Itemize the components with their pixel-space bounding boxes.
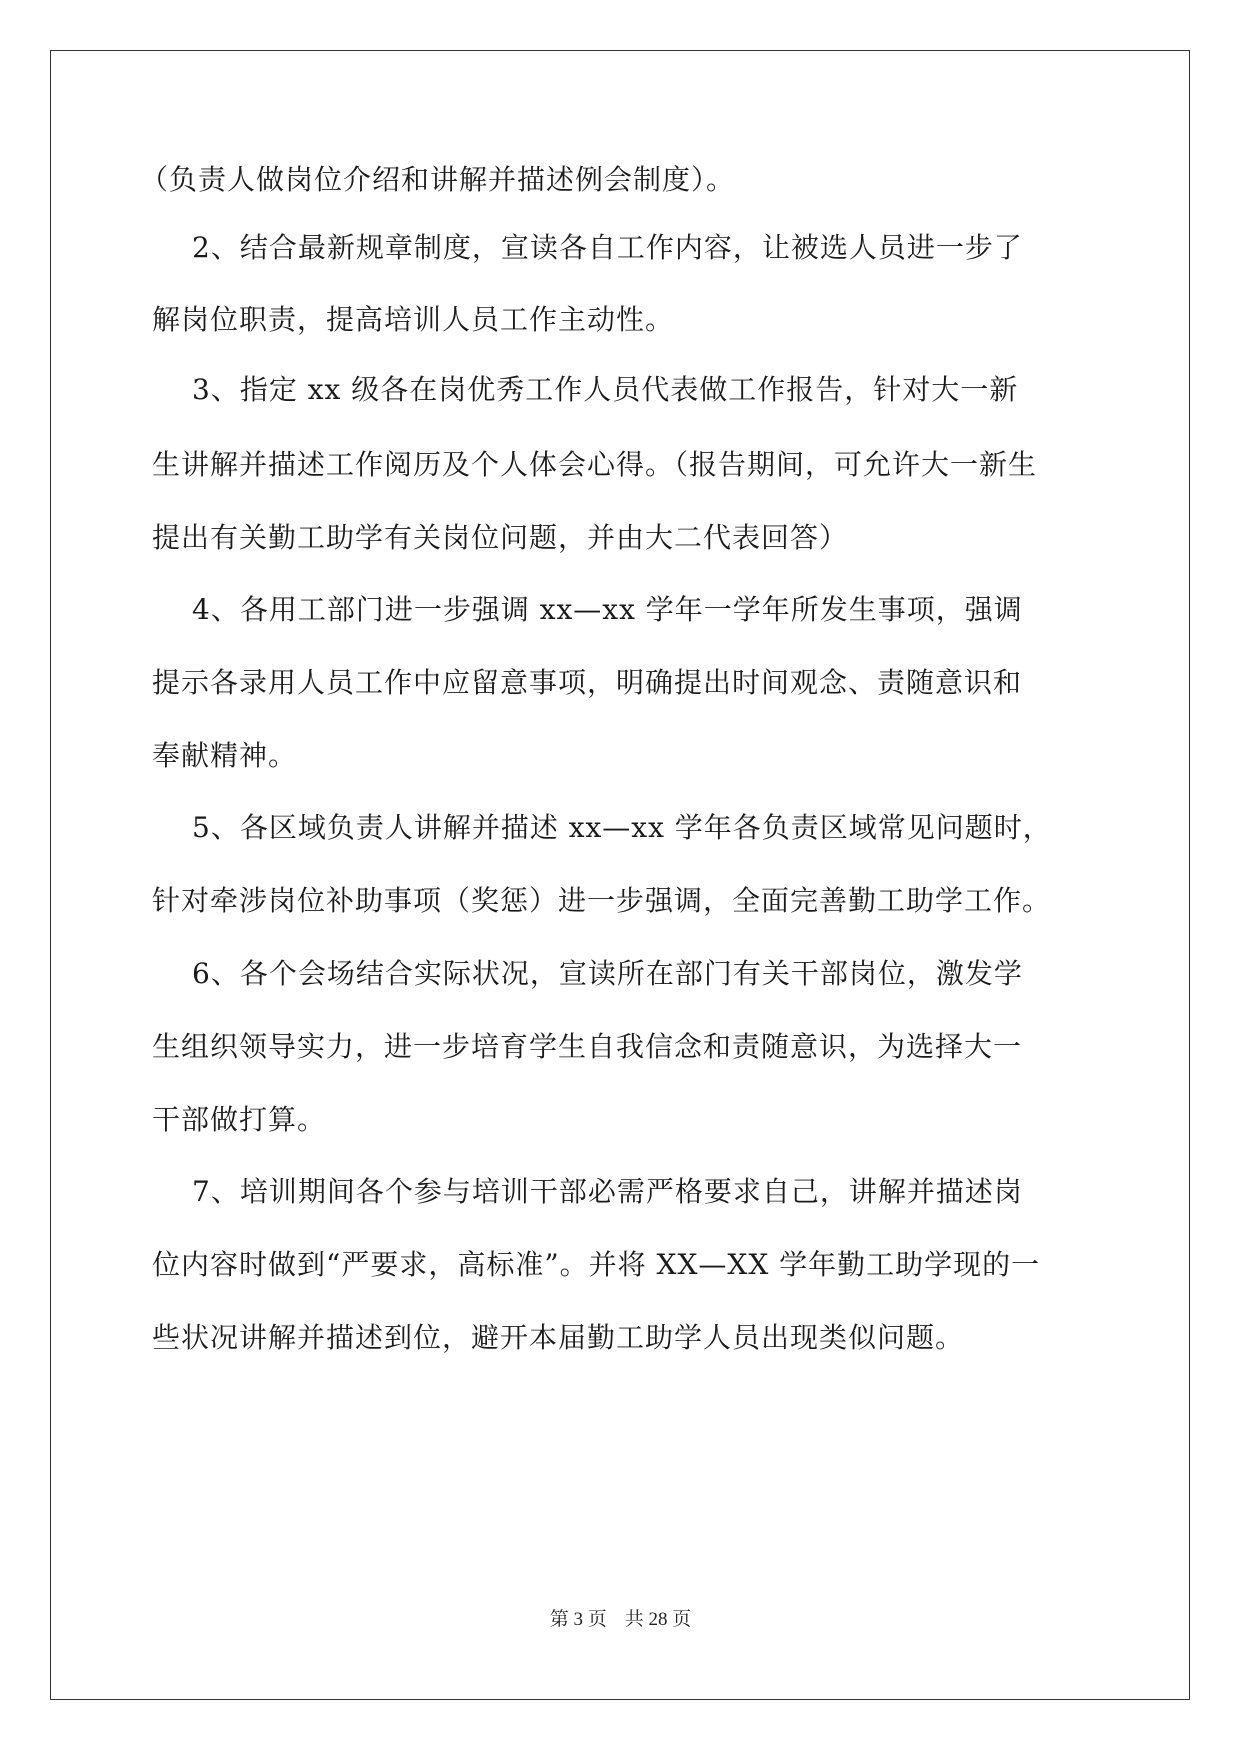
paragraph-6-line-3: 干部做打算。	[152, 1103, 327, 1136]
paragraph-4-line-1: 4、各用工部门进一步强调 xx—xx 学年一学年所发生事项，强调	[192, 593, 1023, 626]
paragraph-6-line-1: 6、各个会场结合实际状况，宣读所在部门有关干部岗位，激发学	[192, 957, 1023, 990]
page-total: 共 28 页	[624, 1609, 692, 1630]
paragraph-7-line-2: 位内容时做到“严要求，高标准”。并将 XX—XX 学年勤工助学现的一	[152, 1248, 1041, 1281]
paragraph-5-line-2: 针对牵涉岗位补助事项（奖惩）进一步强调，全面完善勤工助学工作。	[152, 884, 1052, 917]
page-footer	[0, 1604, 1241, 1631]
paragraph-6-line-2: 生组织领导实力，进一步培育学生自我信念和责随意识，为选择大一	[152, 1030, 1023, 1063]
paragraph-2-line-2: 解岗位职责，提高培训人员工作主动性。	[152, 303, 675, 336]
paragraph-4-line-2: 提示各录用人员工作中应留意事项，明确提出时间观念、责随意识和	[152, 666, 1023, 699]
paragraph-5-line-1: 5、各区域负责人讲解并描述 xx—xx 学年各负责区域常见问题时，	[192, 811, 1052, 844]
paragraph-4-line-3: 奉献精神。	[152, 739, 298, 772]
paragraph-3-line-2: 生讲解并描述工作阅历及个人体会心得。（报告期间，可允许大一新生	[152, 448, 1038, 481]
page-border	[50, 50, 1190, 1700]
page-number: 第 3 页	[549, 1609, 607, 1630]
paragraph-7-line-3: 些状况讲解并描述到位，避开本届勤工助学人员出现类似问题。	[152, 1321, 965, 1354]
paragraph-3-line-3: 提出有关勤工助学有关岗位问题，并由大二代表回答）	[152, 521, 849, 554]
paragraph-2-line-1: 2、结合最新规章制度，宣读各自工作内容，让被选人员进一步了	[192, 231, 1023, 264]
text-line: （负责人做岗位介绍和讲解并描述例会制度）。	[140, 163, 736, 196]
paragraph-7-line-1: 7、培训期间各个参与培训干部必需严格要求自己，讲解并描述岗	[192, 1175, 1023, 1208]
paragraph-3-line-1: 3、指定 xx 级各在岗优秀工作人员代表做工作报告，针对大一新	[192, 373, 1019, 406]
